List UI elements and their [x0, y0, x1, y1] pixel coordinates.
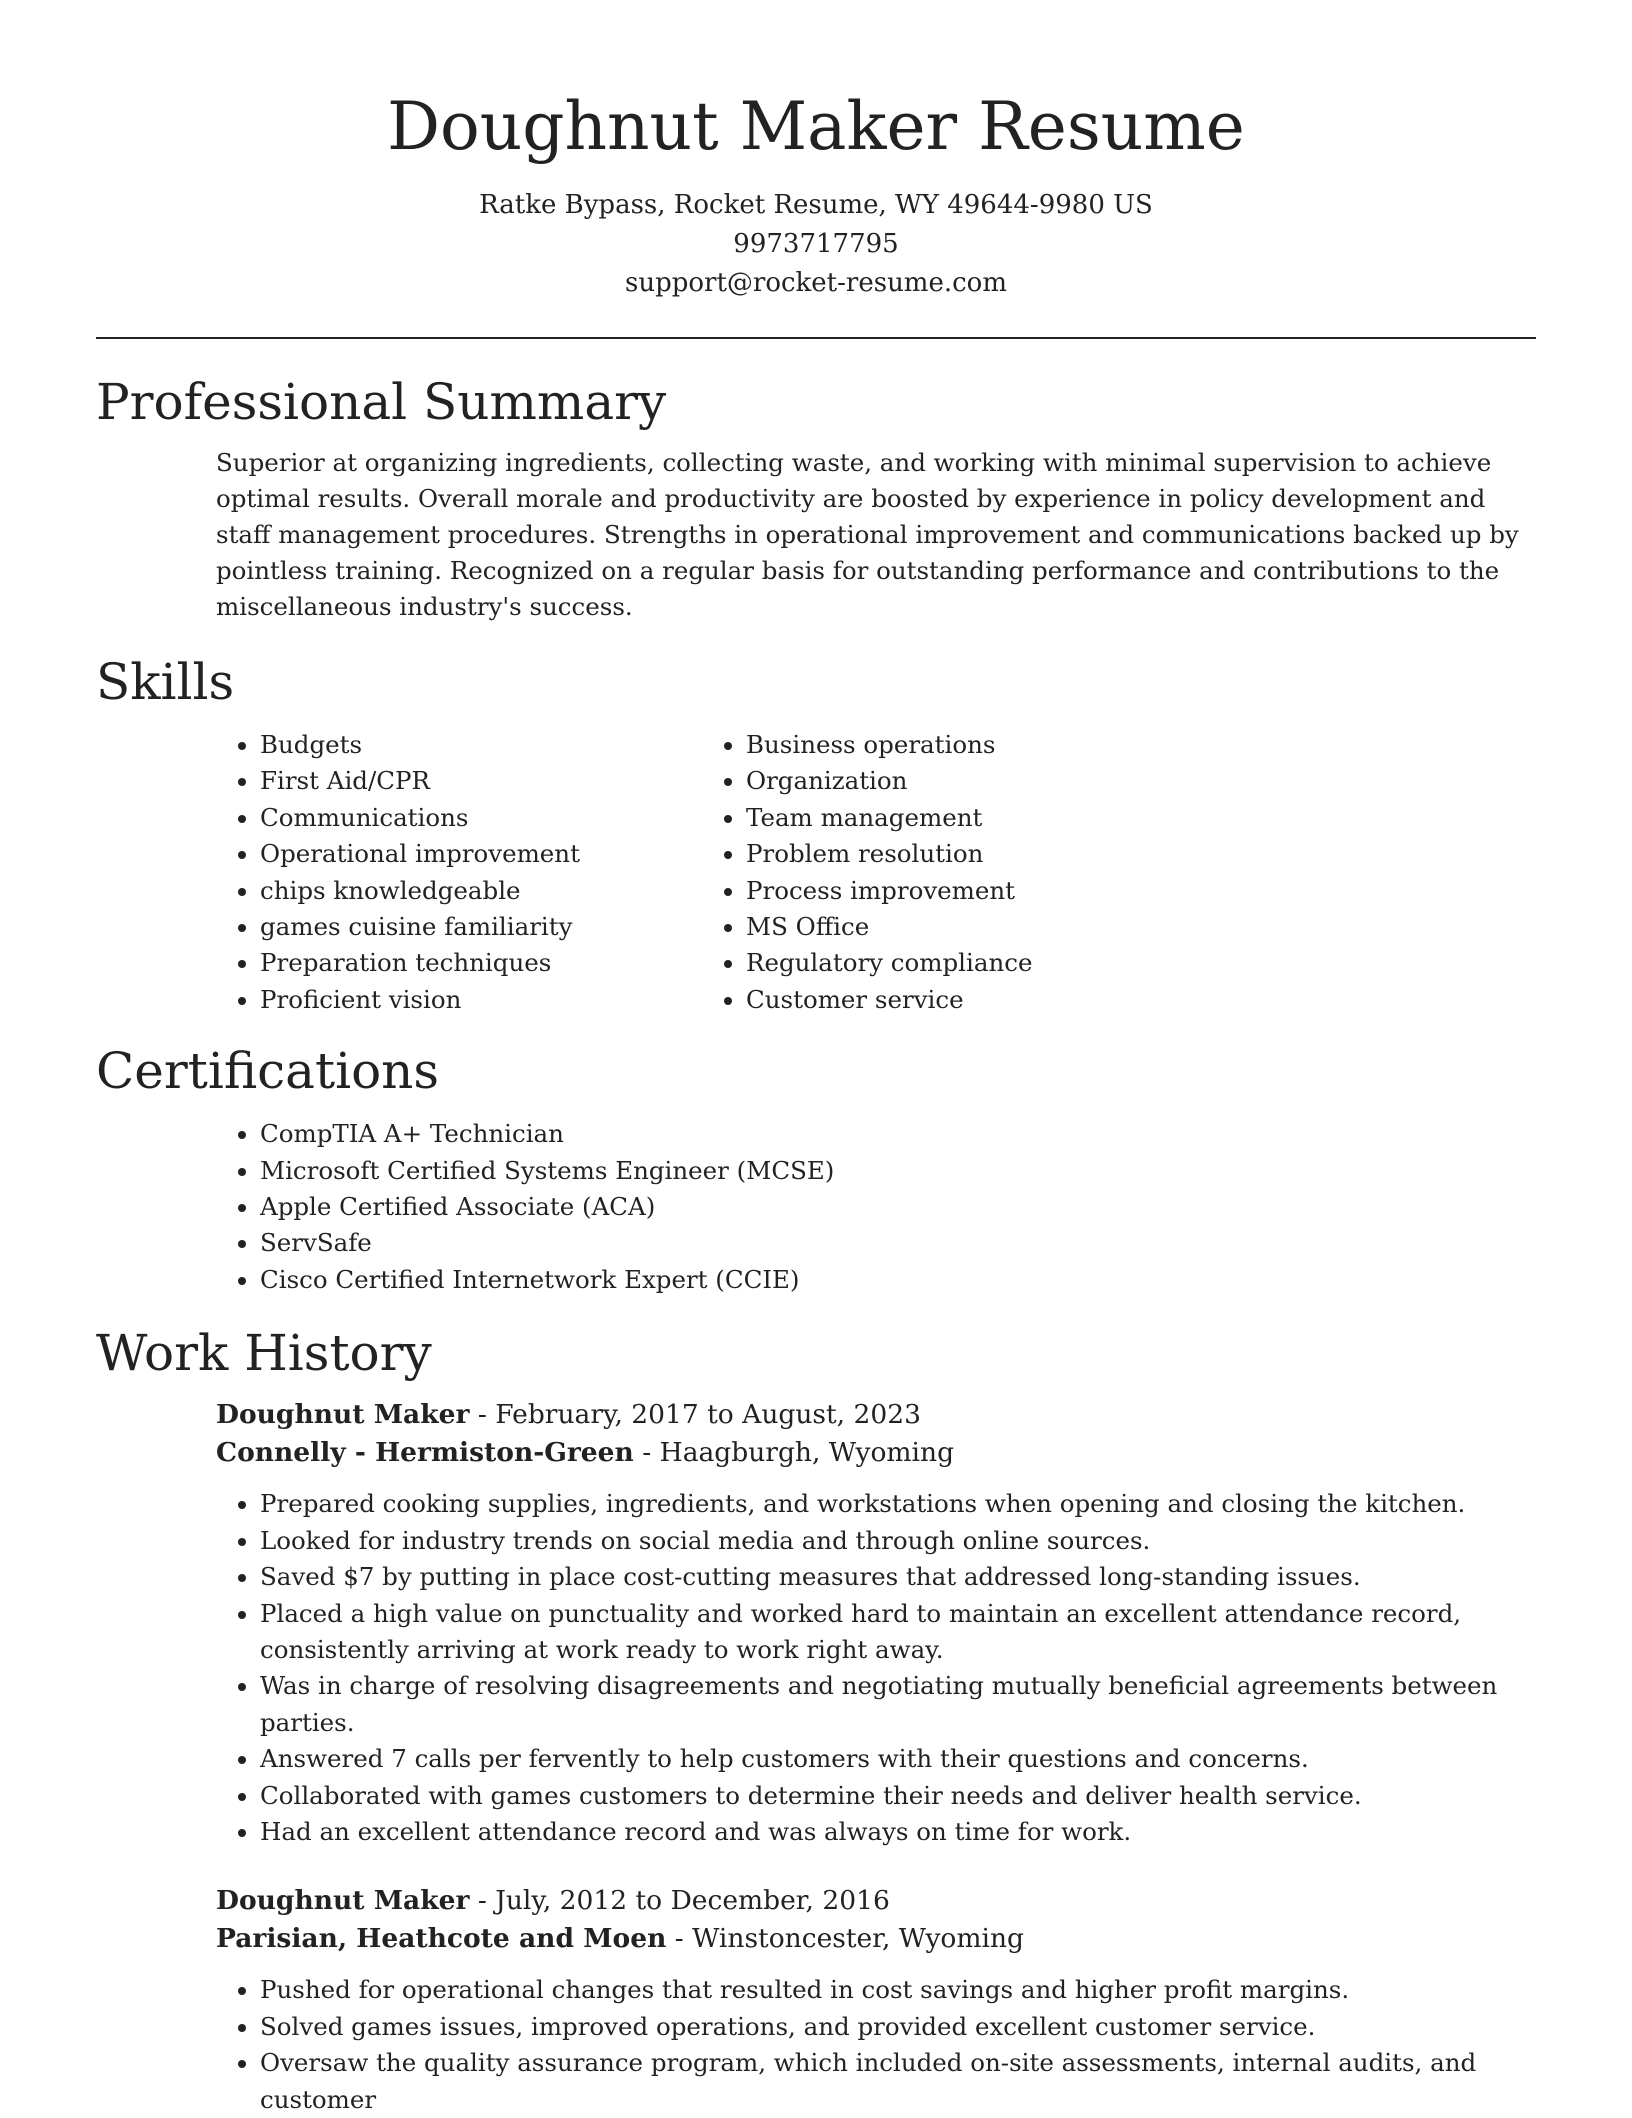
skill-item: • Operational improvement	[260, 836, 746, 872]
skill-item: • Business operations	[746, 727, 1446, 763]
contact-email: support@rocket-resume.com	[624, 268, 1007, 298]
skill-item: • games cuisine familiarity	[260, 909, 746, 945]
job-location: - Haagburgh, Wyoming	[633, 1437, 955, 1469]
certification-item: • Apple Certified Associate (ACA)	[260, 1189, 1536, 1225]
job-duty: • Answered 7 calls per fervently to help customers with their questions and concerns.	[260, 1741, 1536, 1777]
work-history-heading: Work History	[96, 1324, 432, 1383]
skill-item: • First Aid/CPR	[260, 763, 746, 799]
job-location: - Winstoncester, Wyoming	[666, 1923, 1025, 1955]
job-duty: • Was in charge of resolving disagreements and negotiating mutually beneficial agreements between parties.	[260, 1668, 1536, 1741]
job-title-line	[216, 1396, 1536, 1434]
skills-list-right	[582, 727, 1446, 1018]
certification-item: • Microsoft Certified Systems Engineer (MCSE)	[260, 1153, 1536, 1189]
job-duty: • Placed a high value on punctuality and worked hard to maintain an excellent attendance record, consistently arriving at work ready to work right away.	[260, 1596, 1536, 1669]
certification-item: • Cisco Certified Internetwork Expert (CCIE)	[260, 1262, 1536, 1298]
job-duty: • Had an excellent attendance record and was always on time for work.	[260, 1814, 1536, 1850]
summary-heading: Professional Summary	[96, 373, 667, 431]
skill-item: • Proficient vision	[260, 982, 746, 1018]
certifications-heading: Certifications	[96, 1042, 440, 1101]
job-duty: • Oversaw the quality assurance program, which included on-site assessments, internal audits, and customer	[260, 2045, 1536, 2118]
job-entry	[216, 1882, 1536, 2118]
resume-header	[96, 0, 1536, 303]
job-company-line	[216, 1434, 1536, 1472]
job-duty: • Collaborated with games customers to determine their needs and deliver health service.	[260, 1778, 1536, 1814]
job-duty: • Saved $7 by putting in place cost-cutting measures that addressed long-standing issues.	[260, 1559, 1536, 1595]
header-divider	[96, 337, 1536, 339]
job-duty: • Prepared cooking supplies, ingredients, and workstations when opening and closing the kitchen.	[260, 1486, 1536, 1522]
resume-title: Doughnut Maker Resume	[387, 88, 1245, 165]
certifications-list	[96, 1116, 1536, 1298]
contact-block	[96, 186, 1536, 303]
skill-item: • Problem resolution	[746, 836, 1446, 872]
job-duty: • Looked for industry trends on social media and through online sources.	[260, 1523, 1536, 1559]
job-role: Doughnut Maker	[216, 1885, 470, 1917]
skills-column-right	[746, 727, 1446, 1018]
job-dates: - July, 2012 to December, 2016	[469, 1885, 890, 1917]
job-duties-list	[216, 1972, 1536, 2118]
job-duty: • Pushed for operational changes that resulted in cost savings and higher profit margins.	[260, 1972, 1536, 2008]
skills-columns	[96, 727, 1536, 1018]
certification-item: • ServSafe	[260, 1225, 1536, 1261]
skills-heading: Skills	[96, 653, 235, 711]
job-entry	[216, 1396, 1536, 1850]
job-duty: • Solved games issues, improved operations, and provided excellent customer service.	[260, 2009, 1536, 2045]
job-company-line	[216, 1920, 1536, 1958]
job-company: Connelly - Hermiston-Green	[216, 1437, 634, 1469]
skill-item: • Customer service	[746, 982, 1446, 1018]
job-company: Parisian, Heathcote and Moen	[216, 1923, 667, 1955]
skill-item: • Budgets	[260, 727, 746, 763]
job-title-line	[216, 1882, 1536, 1920]
job-dates: - February, 2017 to August, 2023	[469, 1399, 921, 1431]
skill-item: • chips knowledgeable	[260, 873, 746, 909]
job-role: Doughnut Maker	[216, 1399, 470, 1431]
contact-address: Ratke Bypass, Rocket Resume, WY 49644-9980 US	[479, 190, 1153, 220]
skill-item: • Team management	[746, 800, 1446, 836]
skill-item: • Regulatory compliance	[746, 945, 1446, 981]
summary-text: Superior at organizing ingredients, collecting waste, and working with minimal supervision to achieve optimal results. Overall morale and productivity are boosted by experience in policy development and staff management procedures. Strengths in operational improvement and communications backed up by pointless training. Recognized on a regular basis for outstanding performance and contributions to the miscellaneous industry's success.	[216, 448, 1519, 621]
skill-item: • Process improvement	[746, 873, 1446, 909]
job-duties-list	[216, 1486, 1536, 1850]
certification-item: • CompTIA A+ Technician	[260, 1116, 1536, 1152]
contact-phone: 9973717795	[733, 229, 899, 259]
skill-item: • Communications	[260, 800, 746, 836]
resume-page	[96, 0, 1536, 2118]
skill-item: • Preparation techniques	[260, 945, 746, 981]
skill-item: • MS Office	[746, 909, 1446, 945]
skill-item: • Organization	[746, 763, 1446, 799]
